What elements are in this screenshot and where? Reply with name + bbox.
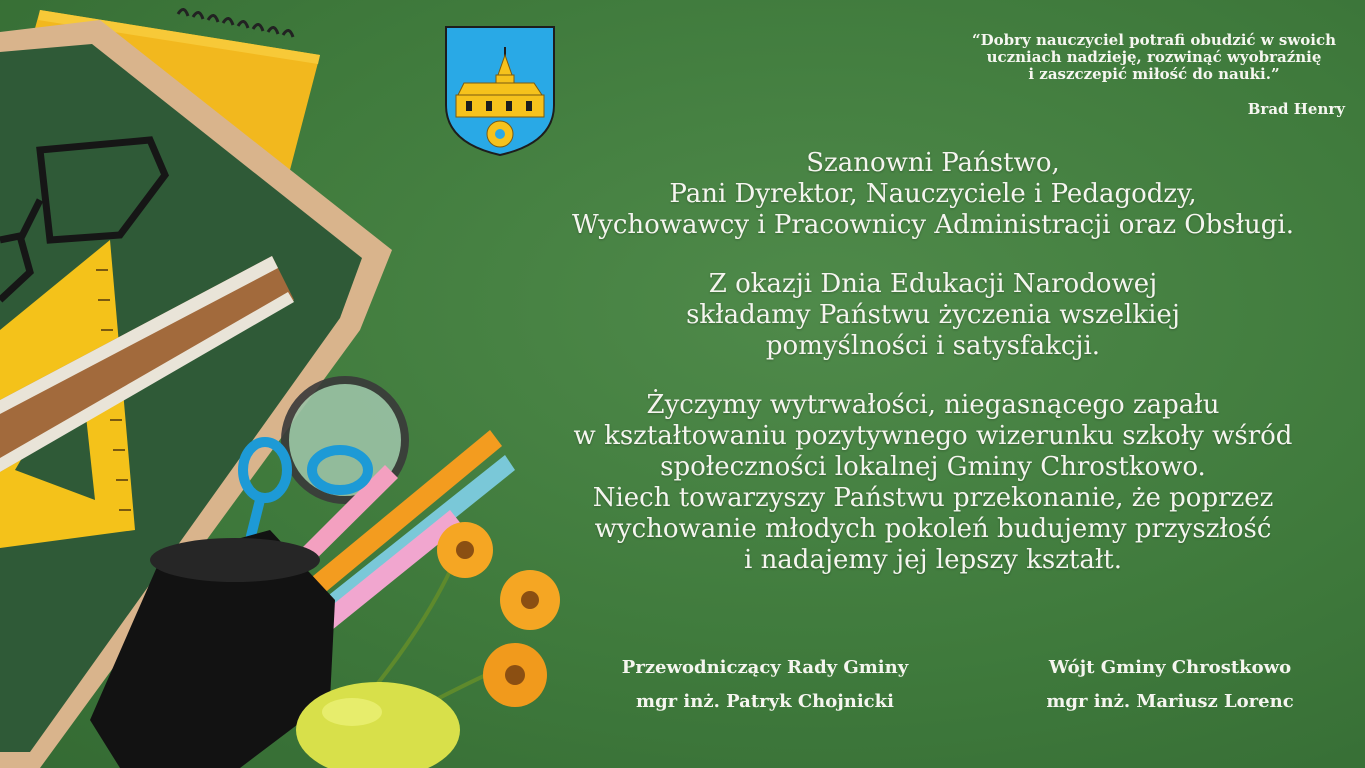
- coat-of-arms: [444, 25, 556, 157]
- quote-author: Brad Henry: [1247, 100, 1345, 118]
- quote: [960, 32, 1348, 83]
- message-line: Z okazji Dnia Edukacji Narodowej: [708, 269, 1158, 299]
- message-line: w kształtowaniu pozytywnego wizerunku szkoły wśród: [573, 421, 1293, 451]
- greeting-line: Wychowawcy i Pracownicy Administracji oraz Obsługi.: [572, 210, 1294, 240]
- greeting-message: [520, 148, 1346, 576]
- message-line: pomyślności i satysfakcji.: [765, 331, 1101, 361]
- signature-name: mgr inż. Mariusz Lorenc: [1046, 691, 1294, 712]
- message-line: Życzymy wytrwałości, niegasnącego zapału: [646, 390, 1220, 420]
- message-line: i nadajemy jej lepszy kształt.: [743, 545, 1123, 575]
- signature-council-chairman: [585, 651, 945, 719]
- quote-line: “Dobry nauczyciel potrafi obudzić w swoich: [971, 31, 1337, 49]
- greeting-line: Pani Dyrektor, Nauczyciele i Pedagodzy,: [669, 179, 1197, 209]
- signature-title: Wójt Gminy Chrostkowo: [1048, 657, 1292, 678]
- message-line: składamy Państwu życzenia wszelkiej: [686, 300, 1180, 330]
- cogwheel-icon: [487, 121, 513, 147]
- signature-mayor: [990, 651, 1350, 719]
- message-line: Niech towarzyszy Państwu przekonanie, że poprzez: [592, 483, 1274, 513]
- quote-line: i zaszczepić miłość do nauki.”: [1028, 65, 1280, 83]
- greeting-line: Szanowni Państwo,: [806, 148, 1060, 178]
- quote-line: uczniach nadzieję, rozwinąć wyobraźnię: [986, 48, 1322, 66]
- message-line: wychowanie młodych pokoleń budujemy przyszłość: [594, 514, 1272, 544]
- signature-title: Przewodniczący Rady Gminy: [621, 657, 909, 678]
- signature-name: mgr inż. Patryk Chojnicki: [636, 691, 894, 712]
- message-line: społeczności lokalnej Gminy Chrostkowo.: [660, 452, 1206, 482]
